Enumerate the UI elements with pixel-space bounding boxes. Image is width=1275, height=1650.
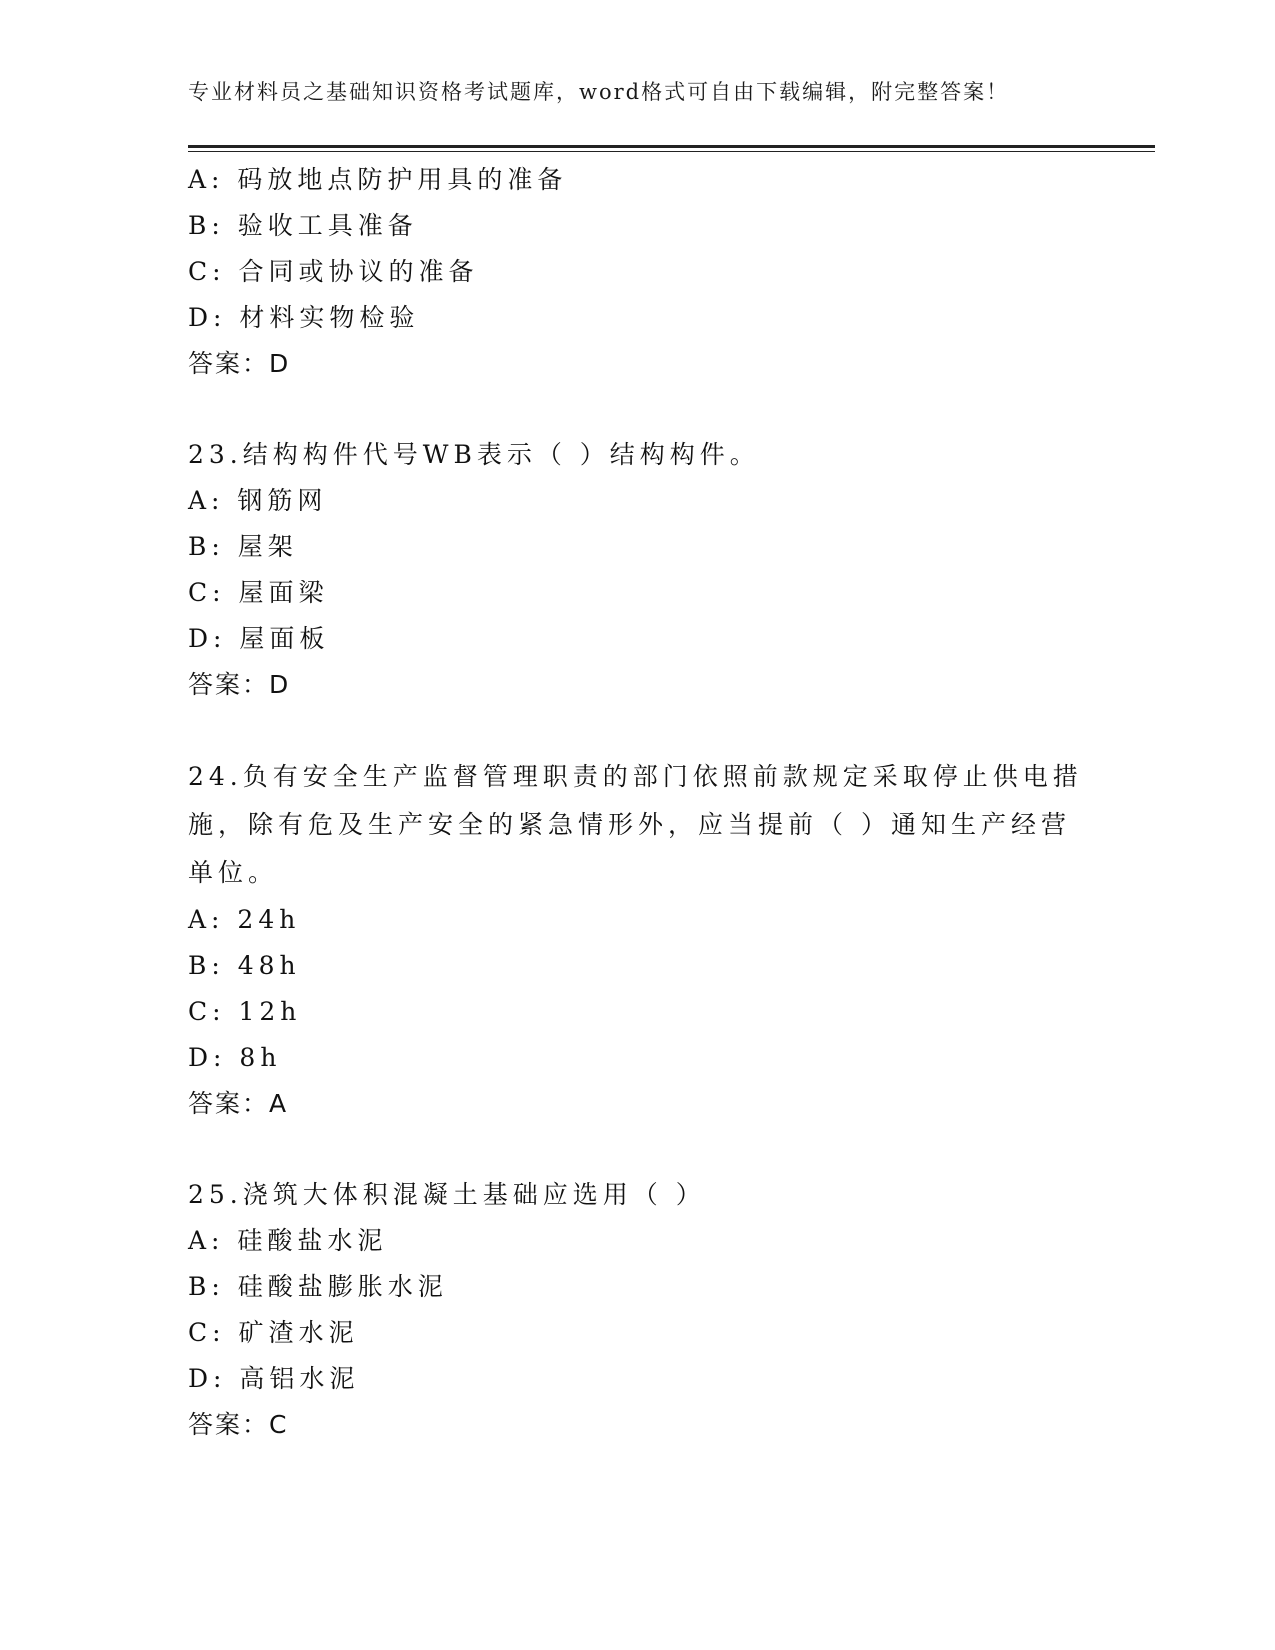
option-b: B: 屋架 [188, 532, 298, 561]
option-a: A: 24h [188, 905, 301, 934]
header-divider [188, 145, 1155, 152]
spacer [188, 1127, 1088, 1172]
option-d: D: 8h [188, 1043, 282, 1072]
option-c: C: 屋面梁 [188, 578, 329, 607]
option-a: A: 钢筋网 [188, 486, 328, 515]
question-block-23 [188, 432, 1088, 708]
option-b: B: 48h [188, 951, 301, 980]
question-block-24 [188, 753, 1088, 1127]
question-stem: 25.浇筑大体积混凝土基础应选用（ ） [188, 1180, 706, 1209]
question-list [188, 157, 1088, 1448]
answer-line: 答案：D [188, 349, 291, 378]
option-d: D: 屋面板 [188, 624, 330, 653]
question-block-prev [188, 157, 1088, 387]
question-stem: 24.负有安全生产监督管理职责的部门依照前款规定采取停止供电措施，除有危及生产安全的紧急情形外，应当提前（ ）通知生产经营单位。 [188, 762, 1083, 887]
option-d: D: 高铝水泥 [188, 1364, 360, 1393]
option-b: B: 硅酸盐膨胀水泥 [188, 1272, 448, 1301]
option-c: C: 合同或协议的准备 [188, 257, 479, 286]
answer-line: 答案：C [188, 1410, 289, 1439]
question-stem: 23.结构构件代号WB表示（ ）结构构件。 [188, 440, 760, 469]
page-header: 专业材料员之基础知识资格考试题库，word格式可自由下载编辑，附完整答案！ [188, 80, 1010, 104]
answer-line: 答案：A [188, 1089, 289, 1118]
spacer [188, 708, 1088, 753]
option-a: A: 码放地点防护用具的准备 [188, 165, 568, 194]
question-block-25 [188, 1172, 1088, 1448]
option-c: C: 12h [188, 997, 302, 1026]
answer-line: 答案：D [188, 670, 291, 699]
option-d: D: 材料实物检验 [188, 303, 420, 332]
option-b: B: 验收工具准备 [188, 211, 418, 240]
option-c: C: 矿渣水泥 [188, 1318, 359, 1347]
option-a: A: 硅酸盐水泥 [188, 1226, 388, 1255]
spacer [188, 387, 1088, 432]
